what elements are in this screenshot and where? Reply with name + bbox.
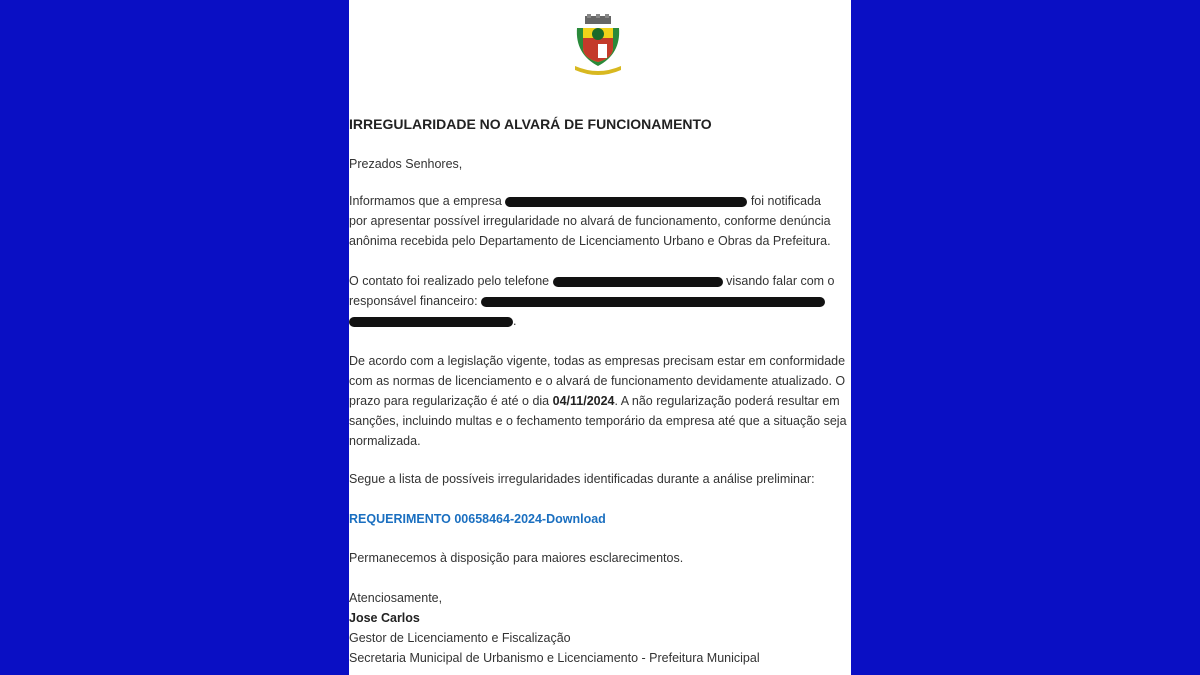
paragraph-line bbox=[349, 393, 840, 409]
paragraph-line: com as normas de licenciamento e o alvará de funcionamento devidamente atualizado. O bbox=[349, 374, 846, 388]
redacted-company-name bbox=[505, 197, 747, 207]
closing-text: Permanecemos à disposição para maiores esclarecimentos. bbox=[349, 551, 684, 565]
paragraph-line: por apresentar possível irregularidade no alvará de funcionamento, conforme denúncia bbox=[349, 214, 831, 228]
paragraph-line bbox=[349, 293, 825, 309]
greeting: Prezados Senhores, bbox=[349, 157, 463, 171]
text: prazo para regularização é até o dia bbox=[349, 394, 550, 408]
deadline-date: 04/11/2024 bbox=[552, 394, 615, 408]
signoff: Atenciosamente, bbox=[349, 591, 443, 605]
list-intro: Segue a lista de possíveis irregularidades identificadas durante a análise preliminar: bbox=[349, 472, 815, 486]
signer-name: Jose Carlos bbox=[349, 611, 420, 625]
text: Informamos que a empresa bbox=[349, 194, 502, 208]
download-link[interactable]: REQUERIMENTO 00658464-2024-Download bbox=[349, 512, 606, 526]
text: foi notificada bbox=[750, 194, 822, 208]
paragraph-line: sanções, incluindo multas e o fechamento temporário da empresa até que a situação seja bbox=[349, 414, 847, 428]
text: O contato foi realizado pelo telefone bbox=[349, 274, 550, 288]
email-body bbox=[349, 0, 851, 675]
municipal-crest-logo bbox=[571, 14, 625, 78]
redacted-phone bbox=[553, 277, 723, 287]
paragraph-line: De acordo com a legislação vigente, todas as empresas precisam estar em conformidade bbox=[349, 354, 846, 368]
text: visando falar com o bbox=[726, 274, 835, 288]
paragraph-line bbox=[349, 273, 835, 289]
redacted-person-name bbox=[349, 317, 513, 327]
signer-role: Gestor de Licenciamento e Fiscalização bbox=[349, 631, 571, 645]
email-title: IRREGULARIDADE NO ALVARÁ DE FUNCIONAMENTO bbox=[349, 116, 712, 132]
paragraph-line: anônima recebida pelo Departamento de Licenciamento Urbano e Obras da Prefeitura. bbox=[349, 234, 831, 248]
signer-organization: Secretaria Municipal de Urbanismo e Licenciamento - Prefeitura Municipal bbox=[349, 651, 760, 665]
text: . A não regularização poderá resultar em bbox=[614, 394, 840, 408]
text: responsável financeiro: bbox=[349, 294, 478, 308]
text: . bbox=[513, 314, 517, 328]
paragraph-line bbox=[349, 313, 516, 329]
paragraph-line bbox=[349, 193, 821, 209]
paragraph-line: normalizada. bbox=[349, 434, 421, 448]
redacted-person-name bbox=[481, 297, 825, 307]
